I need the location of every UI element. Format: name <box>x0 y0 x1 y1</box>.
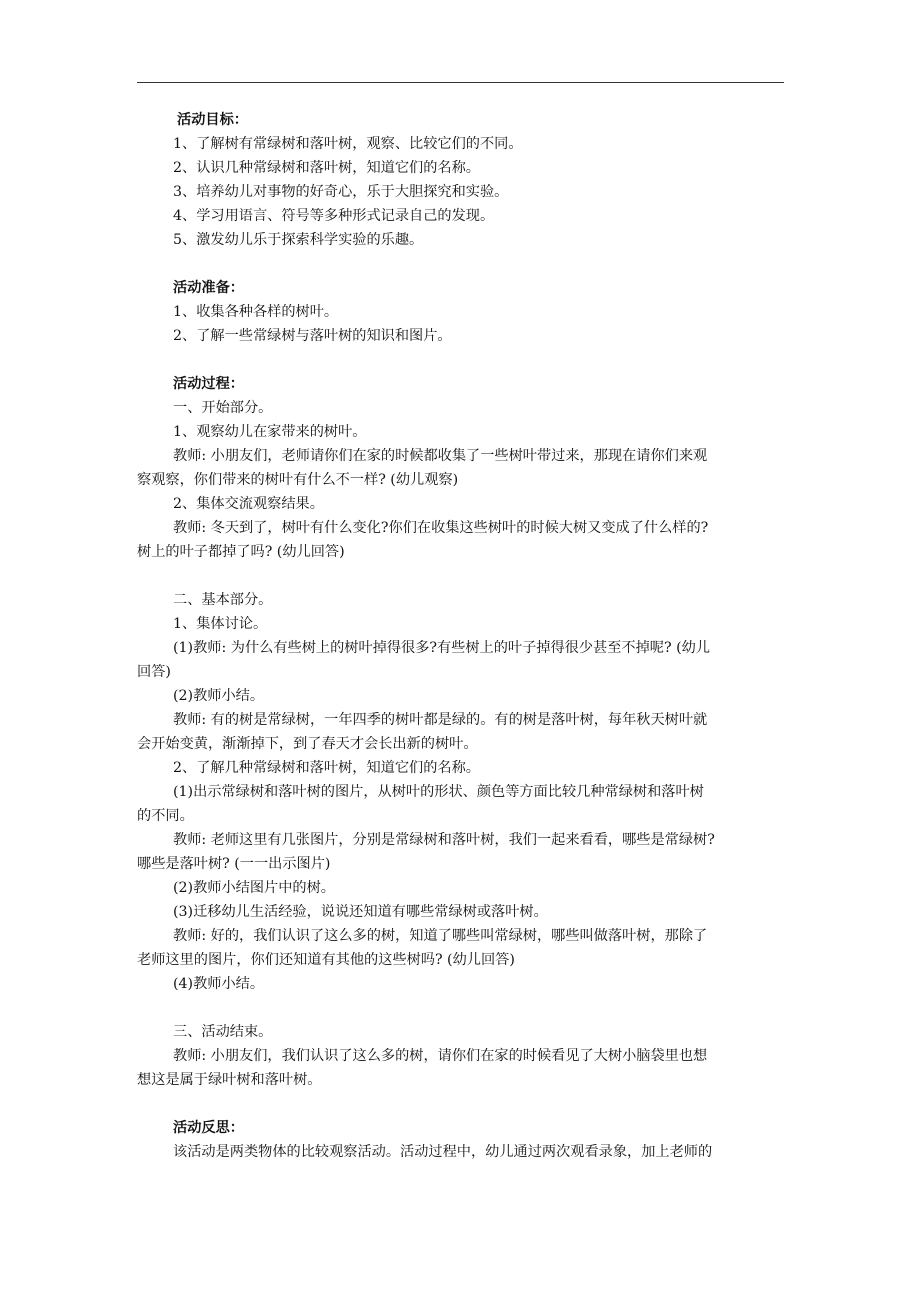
part2-s2-3: (3)迁移幼儿生活经验，说说还知道有哪些常绿树或落叶树。 <box>173 904 548 920</box>
document-body <box>137 108 784 1164</box>
part2-s2-4: (4)教师小结。 <box>173 976 265 992</box>
spacer <box>137 564 784 588</box>
part1-teacher1-line2: 察观察，你们带来的树叶有什么不一样? (幼儿观察) <box>137 472 459 488</box>
part1-teacher2-line1: 教师: 冬天到了，树叶有什么变化?你们在收集这些树叶的时候大树又变成了什么样的? <box>173 520 709 536</box>
part2-teacher2-line1: 教师: 好的，我们认识了这么多的树，知道了哪些叫常绿树，哪些叫做落叶树，那除了 <box>173 928 708 944</box>
part2-step1: 1、集体讨论。 <box>173 616 268 632</box>
goal-item-5: 5、激发幼儿乐于探索科学实验的乐趣。 <box>173 232 424 248</box>
heading-goals: 活动目标： <box>177 112 248 128</box>
part1-title: 一、开始部分。 <box>173 400 273 416</box>
header-rule <box>137 82 784 83</box>
part2-teacher2-line2: 老师这里的图片，你们还知道有其他的这些树吗? (幼儿回答) <box>137 952 515 968</box>
reflect-line1: 该活动是两类物体的比较观察活动。活动过程中，幼儿通过两次观看录象，加上老师的 <box>173 1144 713 1160</box>
part2-q2: (2)教师小结。 <box>173 688 265 704</box>
part1-teacher2-line2: 树上的叶子都掉了吗? (幼儿回答) <box>137 544 345 560</box>
part3-teacher-line2: 想这是属于绿叶树和落叶树。 <box>137 1072 322 1088</box>
part2-s2-1-line1: (1)出示常绿树和落叶树的图片，从树叶的形状、颜色等方面比较几种常绿树和落叶树 <box>173 784 704 800</box>
part2-teacher-line1: 教师: 老师这里有几张图片，分别是常绿树和落叶树，我们一起来看看，哪些是常绿树? <box>173 832 715 848</box>
spacer <box>137 996 784 1020</box>
heading-reflect: 活动反思： <box>173 1120 244 1136</box>
spacer <box>137 1092 784 1116</box>
part2-step2: 2、了解几种常绿树和落叶树，知道它们的名称。 <box>173 760 480 776</box>
part1-step2: 2、集体交流观察结果。 <box>173 496 324 512</box>
part3-title: 三、活动结束。 <box>173 1024 273 1040</box>
prep-item-1: 1、收集各种各样的树叶。 <box>173 304 339 320</box>
part1-step1: 1、观察幼儿在家带来的树叶。 <box>173 424 367 440</box>
part2-q1-line2: 回答) <box>137 664 171 680</box>
goal-item-2: 2、认识几种常绿树和落叶树，知道它们的名称。 <box>173 160 480 176</box>
goal-item-1: 1、了解树有常绿树和落叶树，观察、比较它们的不同。 <box>173 136 523 152</box>
part2-q1-line1: (1)教师: 为什么有些树上的树叶掉得很多?有些树上的叶子掉得很少甚至不掉呢? (幼儿 <box>173 640 711 656</box>
part2-teacher-line2: 哪些是落叶树? (一一出示图片) <box>137 856 331 872</box>
heading-prep: 活动准备： <box>173 280 244 296</box>
goal-item-3: 3、培养幼儿对事物的好奇心，乐于大胆探究和实验。 <box>173 184 509 200</box>
part2-title: 二、基本部分。 <box>173 592 273 608</box>
spacer <box>137 252 784 276</box>
part2-s2-2: (2)教师小结图片中的树。 <box>173 880 335 896</box>
spacer <box>137 348 784 372</box>
part2-summary-line1: 教师: 有的树是常绿树，一年四季的树叶都是绿的。有的树是落叶树，每年秋天树叶就 <box>173 712 708 728</box>
part3-teacher-line1: 教师: 小朋友们，我们认识了这么多的树，请你们在家的时候看见了大树小脑袋里也想 <box>173 1048 708 1064</box>
goal-item-4: 4、学习用语言、符号等多种形式记录自己的发现。 <box>173 208 495 224</box>
part1-teacher1-line1: 教师: 小朋友们，老师请你们在家的时候都收集了一些树叶带过来，那现在请你们来观 <box>173 448 708 464</box>
part2-summary-line2: 会开始变黄，渐渐掉下，到了春天才会长出新的树叶。 <box>137 736 478 752</box>
heading-process: 活动过程： <box>173 376 244 392</box>
part2-s2-1-line2: 的不同。 <box>137 808 194 824</box>
prep-item-2: 2、了解一些常绿树与落叶树的知识和图片。 <box>173 328 452 344</box>
